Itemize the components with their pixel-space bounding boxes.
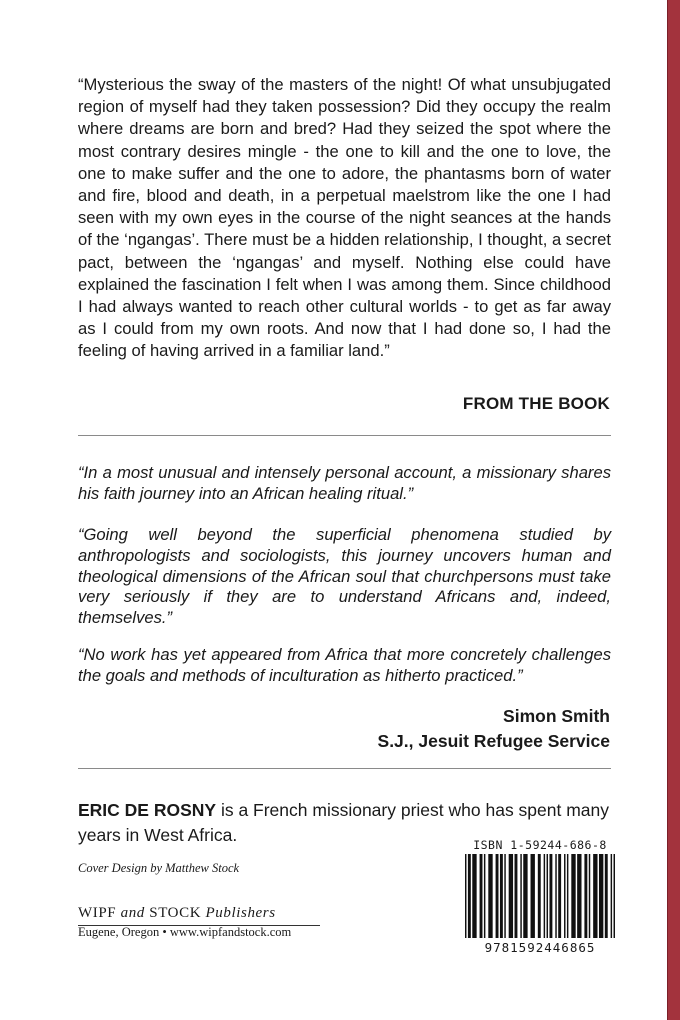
barcode-bar xyxy=(531,854,535,938)
attribution-name: Simon Smith xyxy=(503,706,610,726)
barcode-bar xyxy=(605,854,608,938)
barcode-bar xyxy=(509,854,513,938)
publisher-name-suffix: Publishers xyxy=(201,905,276,921)
spine-strip xyxy=(667,0,680,1020)
barcode-bar xyxy=(614,854,615,938)
endorsement-quote-3: “No work has yet appeared from Africa that more concretely challenges the goals and methods of inculturation as hitherto practiced.” xyxy=(78,645,611,685)
author-bio-text: is a French missionary priest who has spent many years in West Africa. xyxy=(78,800,610,845)
barcode-bar xyxy=(567,854,568,938)
barcode-bar xyxy=(549,854,552,938)
barcode-bar xyxy=(564,854,565,938)
barcode-digits: 9781592446865 xyxy=(484,940,596,955)
barcode-bar xyxy=(520,854,521,938)
barcode-bar xyxy=(465,854,466,938)
barcode-bar xyxy=(515,854,518,938)
barcode-bar xyxy=(504,854,505,938)
publisher-name xyxy=(78,905,276,922)
attribution-affiliation: S.J., Jesuit Refugee Service xyxy=(377,731,610,751)
barcode-bar xyxy=(589,854,590,938)
barcode-bar xyxy=(500,854,503,938)
excerpt-source: FROM THE BOOK xyxy=(462,394,610,413)
barcode-bar xyxy=(584,854,587,938)
barcode-bar xyxy=(611,854,612,938)
barcode-bar xyxy=(472,854,476,938)
barcode-bar xyxy=(558,854,561,938)
barcode-bar xyxy=(538,854,541,938)
barcode-bar xyxy=(480,854,483,938)
endorsement-quote-1: “In a most unusual and intensely personal account, a missionary shares his faith journey into an African healing ritual.” xyxy=(78,463,611,503)
divider-top xyxy=(78,435,611,436)
author-name: ERIC DE ROSNY xyxy=(78,800,217,820)
barcode-icon xyxy=(465,854,615,938)
barcode-bar xyxy=(599,854,603,938)
barcode-bar xyxy=(547,854,548,938)
book-excerpt: “Mysterious the sway of the masters of the night! Of what unsubjugated region of myself had they taken possession? Did they occupy the realm where dreams are born and bred? Had they seized the spot where the most contrary desires mingle - the one to kill and the one to love, the one to make suffer and the one to adore, the phantasms born of water and fire, blood and death, in a perpetual maelstrom like the one I had seen with my own eyes in the course of the night seances at the hands of the ‘ngangas’. There must be a hidden relationship, I thought, a secret pact, between the ‘ngangas’ and myself. Nothing else could have explained the fascination I felt when I was among them. Since childhood I had always wanted to reach other cultural worlds - to get as far away as I could from my own roots. And now that I had done so, I had the feeling of having arrived in a familiar land.” xyxy=(78,75,611,361)
barcode-bar xyxy=(577,854,581,938)
publisher-name-part1: WIPF xyxy=(78,905,117,921)
barcode-bar xyxy=(555,854,556,938)
barcode-bar xyxy=(468,854,471,938)
publisher-address: Eugene, Oregon • www.wipfandstock.com xyxy=(78,925,292,939)
endorsement-quote-2: “Going well beyond the superficial phenomena studied by anthropologists and sociologists, this journey uncovers human and theological dimensions of the African soul that churchpersons must take very seriously if they are to understand Africans and, indeed, themselves.” xyxy=(78,525,611,628)
barcode-bar xyxy=(571,854,575,938)
cover-design-credit: Cover Design by Matthew Stock xyxy=(78,861,240,875)
barcode-bar xyxy=(593,854,597,938)
publisher-name-and: and xyxy=(116,905,150,921)
barcode-bar xyxy=(523,854,527,938)
publisher-name-part2: STOCK xyxy=(149,905,202,921)
barcode-bar xyxy=(544,854,545,938)
barcode-bar xyxy=(484,854,485,938)
barcode-bar xyxy=(488,854,492,938)
divider-bottom xyxy=(78,768,611,769)
barcode-bar xyxy=(496,854,499,938)
isbn-label: ISBN 1-59244-686-8 xyxy=(473,838,607,852)
